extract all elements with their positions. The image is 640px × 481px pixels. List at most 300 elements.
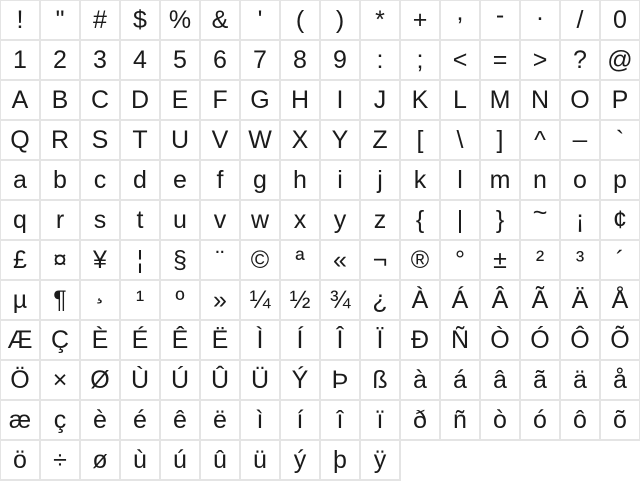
char-cell[interactable]: [601, 201, 640, 241]
char-cell[interactable]: [161, 241, 201, 281]
char-cell[interactable]: [1, 1, 41, 41]
char-glyph: ç: [53, 406, 67, 434]
char-glyph: u: [173, 206, 187, 234]
char-cell[interactable]: [1, 81, 41, 121]
char-cell[interactable]: [521, 241, 561, 281]
char-cell[interactable]: [481, 401, 521, 441]
char-cell[interactable]: [1, 201, 41, 241]
char-cell[interactable]: [41, 121, 81, 161]
char-glyph: Þ: [331, 366, 349, 394]
char-glyph: â: [493, 366, 507, 394]
char-cell[interactable]: [161, 401, 201, 441]
char-cell[interactable]: [1, 121, 41, 161]
char-cell[interactable]: [361, 241, 401, 281]
char-cell[interactable]: [361, 281, 401, 321]
char-cell[interactable]: [161, 41, 201, 81]
char-cell[interactable]: [481, 121, 521, 161]
char-cell[interactable]: [441, 201, 481, 241]
char-glyph: $: [133, 6, 147, 34]
char-glyph: ¤: [53, 246, 67, 274]
char-glyph: ê: [173, 406, 187, 434]
char-cell[interactable]: [81, 1, 121, 41]
char-cell[interactable]: [281, 281, 321, 321]
char-glyph: l: [457, 166, 463, 194]
char-glyph: ): [335, 6, 345, 34]
char-cell[interactable]: [201, 1, 241, 41]
char-cell[interactable]: [601, 161, 640, 201]
char-glyph: 3: [93, 46, 107, 74]
char-cell[interactable]: [41, 241, 81, 281]
char-cell[interactable]: [161, 441, 201, 481]
char-cell[interactable]: [241, 441, 281, 481]
char-cell[interactable]: [321, 1, 361, 41]
char-cell[interactable]: [121, 161, 161, 201]
char-cell[interactable]: [321, 41, 361, 81]
char-glyph: j: [377, 166, 383, 194]
char-cell[interactable]: [521, 81, 561, 121]
char-glyph: q: [13, 206, 27, 234]
char-glyph: ¸: [95, 276, 105, 304]
char-glyph: Ã: [531, 286, 549, 314]
char-glyph: ®: [410, 246, 430, 274]
char-cell[interactable]: [321, 201, 361, 241]
char-glyph: m: [489, 166, 511, 194]
char-cell[interactable]: [441, 1, 481, 41]
char-cell[interactable]: [41, 401, 81, 441]
char-glyph: ü: [253, 446, 267, 474]
char-cell[interactable]: [321, 401, 361, 441]
char-cell[interactable]: [81, 441, 121, 481]
char-cell[interactable]: [321, 121, 361, 161]
char-glyph: Õ: [610, 326, 630, 354]
char-glyph: ¾: [329, 286, 351, 314]
char-glyph: Ñ: [450, 326, 470, 354]
char-cell[interactable]: [41, 1, 81, 41]
char-cell[interactable]: [1, 321, 41, 361]
char-glyph: ñ: [453, 406, 467, 434]
char-cell[interactable]: [361, 321, 401, 361]
char-glyph: ò: [493, 406, 507, 434]
char-glyph: Ì: [256, 326, 264, 354]
char-cell[interactable]: [241, 241, 281, 281]
char-glyph: R: [50, 126, 70, 154]
char-glyph: »: [213, 286, 227, 314]
char-glyph: ß: [372, 366, 388, 394]
char-glyph: G: [250, 86, 270, 114]
char-cell[interactable]: [521, 361, 561, 401]
char-cell[interactable]: [121, 241, 161, 281]
char-glyph: g: [253, 166, 267, 194]
char-cell[interactable]: [121, 41, 161, 81]
char-glyph: h: [293, 166, 307, 194]
char-cell[interactable]: [121, 121, 161, 161]
char-cell[interactable]: [601, 401, 640, 441]
char-glyph: V: [211, 126, 229, 154]
char-cell[interactable]: [441, 121, 481, 161]
char-glyph: .: [536, 0, 544, 26]
char-cell[interactable]: [81, 321, 121, 361]
char-cell[interactable]: [41, 41, 81, 81]
char-cell[interactable]: [81, 201, 121, 241]
char-cell[interactable]: [401, 201, 441, 241]
char-glyph: º: [175, 286, 185, 314]
char-glyph: ©: [250, 246, 270, 274]
char-cell[interactable]: [481, 321, 521, 361]
char-cell[interactable]: [121, 281, 161, 321]
char-cell[interactable]: [441, 361, 481, 401]
char-cell[interactable]: [441, 81, 481, 121]
char-cell[interactable]: [1, 401, 41, 441]
char-cell[interactable]: [121, 81, 161, 121]
char-glyph: J: [373, 86, 387, 114]
char-cell[interactable]: [361, 401, 401, 441]
char-glyph: ±: [493, 246, 507, 274]
char-glyph: ô: [573, 406, 587, 434]
char-glyph: û: [213, 446, 227, 474]
char-glyph: Ä: [571, 286, 589, 314]
char-glyph: L: [453, 86, 467, 114]
char-cell[interactable]: [561, 1, 601, 41]
char-cell[interactable]: [401, 161, 441, 201]
char-cell[interactable]: [281, 121, 321, 161]
char-cell[interactable]: [121, 1, 161, 41]
char-cell[interactable]: [481, 161, 521, 201]
char-cell[interactable]: [481, 241, 521, 281]
char-cell[interactable]: [561, 321, 601, 361]
char-glyph: ³: [575, 246, 585, 274]
char-cell[interactable]: [121, 401, 161, 441]
char-cell[interactable]: [521, 1, 561, 41]
char-cell[interactable]: [401, 81, 441, 121]
char-cell[interactable]: [401, 321, 441, 361]
char-cell[interactable]: [161, 201, 201, 241]
char-cell[interactable]: [601, 41, 640, 81]
char-cell[interactable]: [561, 201, 601, 241]
char-cell[interactable]: [601, 121, 640, 161]
char-cell[interactable]: [361, 1, 401, 41]
char-cell[interactable]: [441, 401, 481, 441]
char-cell[interactable]: [321, 441, 361, 481]
char-cell[interactable]: [81, 81, 121, 121]
char-cell[interactable]: [441, 41, 481, 81]
char-cell[interactable]: [281, 161, 321, 201]
char-cell[interactable]: [241, 121, 281, 161]
char-glyph: Í: [296, 326, 304, 354]
char-cell[interactable]: [401, 1, 441, 41]
char-cell[interactable]: [401, 401, 441, 441]
char-cell[interactable]: [441, 281, 481, 321]
char-cell[interactable]: [161, 321, 201, 361]
char-cell[interactable]: [201, 161, 241, 201]
char-cell[interactable]: [281, 1, 321, 41]
char-glyph: æ: [8, 406, 32, 434]
char-cell[interactable]: [321, 161, 361, 201]
char-cell[interactable]: [241, 321, 281, 361]
char-cell[interactable]: [241, 361, 281, 401]
char-glyph: x: [293, 206, 307, 234]
char-cell[interactable]: [161, 81, 201, 121]
char-cell[interactable]: [481, 281, 521, 321]
char-cell[interactable]: [521, 281, 561, 321]
char-glyph: å: [613, 366, 627, 394]
char-glyph: 6: [213, 46, 227, 74]
char-glyph: =: [492, 46, 508, 74]
char-cell[interactable]: [201, 201, 241, 241]
char-cell[interactable]: [281, 41, 321, 81]
char-cell[interactable]: [601, 361, 640, 401]
char-cell[interactable]: [441, 321, 481, 361]
char-cell[interactable]: [521, 121, 561, 161]
char-cell[interactable]: [321, 361, 361, 401]
char-cell[interactable]: [161, 161, 201, 201]
char-glyph: £: [13, 246, 27, 274]
char-glyph: #: [93, 6, 107, 34]
char-cell[interactable]: [281, 361, 321, 401]
char-cell[interactable]: [1, 41, 41, 81]
char-glyph: z: [373, 206, 387, 234]
char-glyph: ù: [133, 446, 147, 474]
char-glyph: e: [173, 166, 187, 194]
char-glyph: ý: [293, 446, 307, 474]
char-cell[interactable]: [481, 41, 521, 81]
char-cell[interactable]: [361, 41, 401, 81]
char-cell[interactable]: [241, 201, 281, 241]
char-glyph: P: [611, 86, 629, 114]
char-cell[interactable]: [401, 241, 441, 281]
char-glyph: è: [93, 406, 107, 434]
char-cell[interactable]: [481, 81, 521, 121]
char-glyph: î: [336, 406, 344, 434]
char-glyph: t: [136, 206, 144, 234]
char-cell[interactable]: [201, 81, 241, 121]
char-cell[interactable]: [321, 81, 361, 121]
char-glyph: 9: [333, 46, 347, 74]
char-glyph: B: [51, 86, 69, 114]
char-cell[interactable]: [41, 321, 81, 361]
char-cell[interactable]: [41, 201, 81, 241]
char-cell[interactable]: [361, 201, 401, 241]
char-cell[interactable]: [601, 81, 640, 121]
char-glyph: 1: [13, 46, 27, 74]
char-glyph: ¹: [135, 286, 145, 314]
char-glyph: ð: [413, 406, 427, 434]
char-glyph: ]: [496, 126, 504, 154]
char-cell[interactable]: [201, 321, 241, 361]
char-cell[interactable]: [241, 281, 281, 321]
char-cell[interactable]: [241, 1, 281, 41]
char-cell[interactable]: [201, 361, 241, 401]
char-glyph: ì: [256, 406, 264, 434]
char-cell[interactable]: [561, 115, 601, 161]
char-cell[interactable]: [161, 361, 201, 401]
char-cell[interactable]: [281, 401, 321, 441]
char-glyph: ø: [92, 446, 108, 474]
char-cell[interactable]: [201, 281, 241, 321]
char-glyph: ë: [213, 406, 227, 434]
char-glyph: Ç: [50, 326, 70, 354]
char-cell[interactable]: [401, 361, 441, 401]
char-cell[interactable]: [321, 321, 361, 361]
char-cell[interactable]: [441, 161, 481, 201]
char-glyph: +: [412, 6, 428, 34]
char-glyph: v: [213, 206, 227, 234]
char-cell[interactable]: [41, 361, 81, 401]
char-glyph: D: [130, 86, 150, 114]
char-cell[interactable]: [281, 81, 321, 121]
char-cell[interactable]: [521, 41, 561, 81]
char-cell[interactable]: [81, 121, 121, 161]
char-cell[interactable]: [601, 1, 640, 41]
char-cell[interactable]: [201, 241, 241, 281]
char-glyph: ¬: [372, 246, 388, 274]
char-glyph: ²: [535, 246, 545, 274]
char-cell[interactable]: [441, 241, 481, 281]
char-glyph: Á: [451, 286, 469, 314]
char-cell[interactable]: [161, 281, 201, 321]
char-cell[interactable]: [41, 281, 81, 321]
char-cell[interactable]: [241, 41, 281, 81]
char-glyph: Ð: [410, 326, 430, 354]
char-glyph: Ü: [250, 366, 270, 394]
char-cell[interactable]: [361, 121, 401, 161]
char-cell[interactable]: [481, 361, 521, 401]
char-glyph: Û: [210, 366, 230, 394]
char-glyph: f: [216, 166, 224, 194]
char-cell[interactable]: [561, 241, 601, 281]
char-cell[interactable]: [321, 241, 361, 281]
char-glyph: (: [295, 6, 305, 34]
char-cell[interactable]: [161, 1, 201, 41]
char-cell[interactable]: [1, 281, 41, 321]
char-cell[interactable]: [281, 441, 321, 481]
char-glyph: o: [573, 166, 587, 194]
char-glyph: ÷: [53, 446, 67, 474]
char-cell[interactable]: [201, 441, 241, 481]
char-glyph: ª: [295, 246, 305, 274]
char-cell[interactable]: [41, 441, 81, 481]
char-glyph: á: [453, 366, 467, 394]
char-cell[interactable]: [481, 201, 521, 241]
char-glyph: Ö: [10, 366, 30, 394]
char-cell[interactable]: [561, 281, 601, 321]
char-glyph: Ù: [130, 366, 150, 394]
char-cell[interactable]: [361, 81, 401, 121]
char-glyph: I: [336, 86, 344, 114]
char-glyph: `: [615, 126, 625, 154]
char-glyph: ~: [532, 199, 548, 227]
char-cell[interactable]: [121, 361, 161, 401]
char-cell[interactable]: [601, 241, 640, 281]
char-cell[interactable]: [401, 41, 441, 81]
char-glyph: @: [607, 46, 633, 74]
char-glyph: E: [171, 86, 189, 114]
char-cell[interactable]: [81, 41, 121, 81]
char-glyph: &: [211, 6, 229, 34]
char-glyph: Ø: [90, 366, 110, 394]
char-cell[interactable]: [601, 321, 640, 361]
char-cell[interactable]: [1, 161, 41, 201]
char-cell[interactable]: [521, 201, 561, 241]
char-cell[interactable]: [161, 121, 201, 161]
char-glyph: Z: [372, 126, 388, 154]
char-glyph: Æ: [7, 326, 33, 354]
char-cell[interactable]: [521, 401, 561, 441]
char-glyph: 2: [53, 46, 67, 74]
char-cell[interactable]: [1, 441, 41, 481]
char-glyph: ¶: [53, 286, 67, 314]
char-cell[interactable]: [561, 401, 601, 441]
char-glyph: |: [456, 206, 464, 234]
char-glyph: ö: [13, 446, 27, 474]
char-glyph: T: [132, 126, 148, 154]
char-glyph: y: [333, 206, 347, 234]
char-cell[interactable]: [201, 41, 241, 81]
char-cell[interactable]: [281, 241, 321, 281]
char-cell[interactable]: [241, 161, 281, 201]
char-cell[interactable]: [241, 401, 281, 441]
char-cell[interactable]: [1, 361, 41, 401]
char-cell[interactable]: [401, 121, 441, 161]
char-cell[interactable]: [281, 321, 321, 361]
char-glyph: A: [11, 86, 29, 114]
char-glyph: ú: [173, 446, 187, 474]
char-glyph: H: [290, 86, 310, 114]
char-cell[interactable]: [361, 441, 401, 481]
char-cell[interactable]: [41, 81, 81, 121]
char-glyph: ?: [573, 46, 587, 74]
char-cell[interactable]: [81, 161, 121, 201]
char-glyph: U: [170, 126, 190, 154]
char-glyph: k: [413, 166, 427, 194]
char-cell[interactable]: [361, 161, 401, 201]
char-glyph: é: [133, 406, 147, 434]
char-cell[interactable]: [281, 201, 321, 241]
char-cell[interactable]: [601, 281, 640, 321]
char-cell[interactable]: [521, 321, 561, 361]
char-glyph: Ú: [170, 366, 190, 394]
char-cell[interactable]: [1, 241, 41, 281]
char-glyph: d: [133, 166, 147, 194]
char-cell[interactable]: [241, 81, 281, 121]
char-cell[interactable]: [41, 161, 81, 201]
char-cell[interactable]: [481, 1, 521, 41]
char-cell[interactable]: [81, 361, 121, 401]
char-cell[interactable]: [561, 41, 601, 81]
char-cell[interactable]: [561, 361, 601, 401]
char-glyph: F: [212, 86, 228, 114]
char-cell[interactable]: [401, 281, 441, 321]
char-cell[interactable]: [201, 401, 241, 441]
char-cell[interactable]: [121, 441, 161, 481]
char-glyph: c: [93, 166, 107, 194]
char-cell[interactable]: [121, 201, 161, 241]
char-glyph: °: [455, 246, 465, 274]
char-cell[interactable]: [81, 276, 121, 321]
char-cell[interactable]: [361, 361, 401, 401]
char-glyph: Ê: [171, 326, 189, 354]
char-cell[interactable]: [561, 161, 601, 201]
char-glyph: Ï: [376, 326, 384, 354]
char-cell[interactable]: [321, 281, 361, 321]
char-glyph: }: [495, 206, 505, 234]
char-glyph: ¿: [372, 286, 388, 314]
char-cell[interactable]: [81, 401, 121, 441]
char-cell[interactable]: [201, 121, 241, 161]
char-cell[interactable]: [121, 321, 161, 361]
char-glyph: ¥: [93, 246, 107, 274]
char-glyph: X: [291, 126, 309, 154]
char-glyph: :: [376, 46, 384, 74]
